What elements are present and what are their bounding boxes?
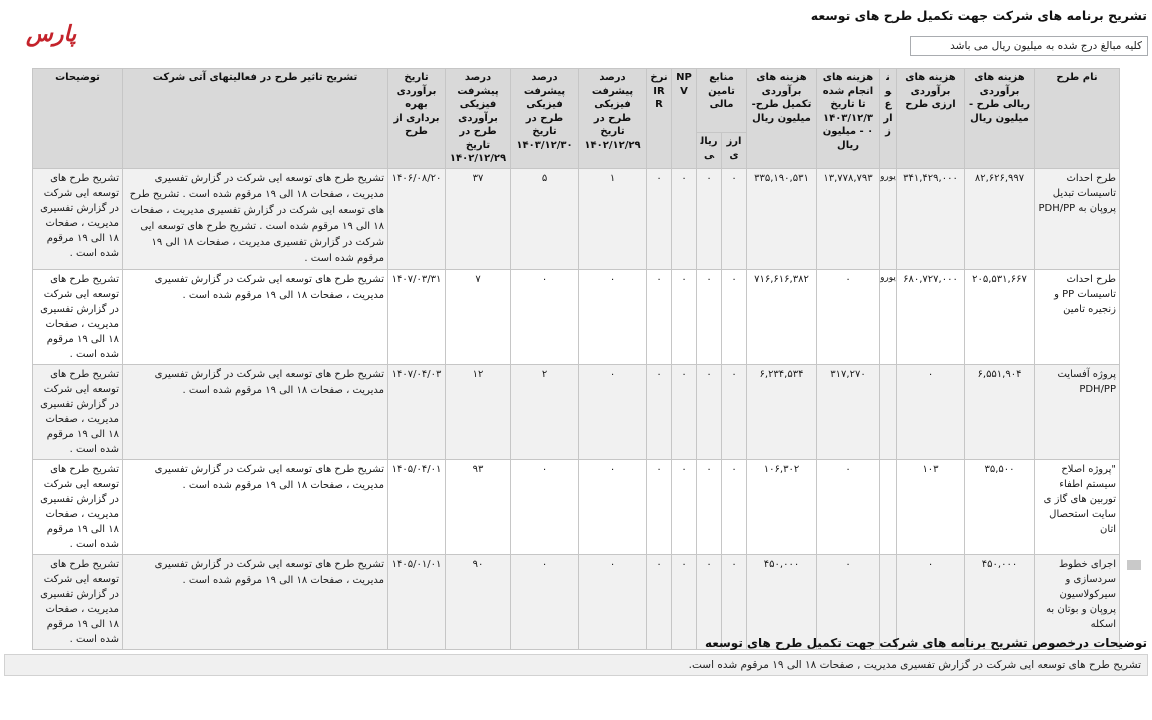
cell-financing-rial: ۰ [697, 269, 722, 364]
cell-operation-date: ۱۴۰۷/۰۳/۳۱ [388, 269, 446, 364]
cell-irr: ۰ [647, 364, 672, 459]
cell-financing-fx: ۰ [722, 364, 747, 459]
table-row [33, 168, 1120, 269]
cell-plan-name: طرح احداث تاسیسات تبدیل پروپان به PDH/PP [1035, 168, 1120, 269]
cell-financing-fx: ۰ [722, 269, 747, 364]
pars-logo: پارس [26, 22, 77, 47]
table-row [33, 459, 1120, 554]
cell-rial-cost: ۴۵۰,۰۰۰ [965, 554, 1035, 649]
cell-irr: ۰ [647, 168, 672, 269]
cell-financing-rial: ۰ [697, 459, 722, 554]
cell-progress-1402: ۰ [579, 459, 647, 554]
col-header-progress-1402: درصد پیشرفت فیزیکی طرح در تاریخ ۱۴۰۲/۱۲/۲۹ [579, 69, 647, 169]
page-title: تشریح برنامه های شرکت جهت تکمیل طرح های توسعه [810, 8, 1147, 23]
cell-progress-estimated: ۳۷ [446, 168, 511, 269]
cell-impact: تشریح طرح های توسعه ایی شرکت در گزارش تفسیری مدیریت ، صفحات ۱۸ الی ۱۹ مرقوم شده است . [123, 459, 388, 554]
cell-npv: ۰ [672, 269, 697, 364]
cell-impact: تشریح طرح های توسعه ایی شرکت در گزارش تفسیری مدیریت ، صفحات ۱۸ الی ۱۹ مرقوم شده است . [123, 554, 388, 649]
cell-rial-cost: ۲۰۵,۵۳۱,۶۶۷ [965, 269, 1035, 364]
cell-progress-1402: ۰ [579, 364, 647, 459]
col-header-progress-estimated: درصد پیشرفت فیزیکی برآوردی طرح در تاریخ ۱۴۰۲/۱۲/۲۹ [446, 69, 511, 169]
cell-fx-cost: ۰ [897, 554, 965, 649]
cell-npv: ۰ [672, 554, 697, 649]
cell-completion-cost: ۱۰۶,۳۰۲ [747, 459, 817, 554]
header-row-main [33, 69, 1120, 133]
cell-progress-estimated: ۹۰ [446, 554, 511, 649]
cell-currency [880, 364, 897, 459]
cell-progress-1403: ۰ [511, 554, 579, 649]
cell-notes: تشریح طرح های توسعه ایی شرکت در گزارش تفسیری مدیریت ، صفحات ۱۸ الی ۱۹ مرقوم شده است . [33, 364, 123, 459]
cell-completion-cost: ۶,۲۳۴,۵۳۴ [747, 364, 817, 459]
cell-rial-cost: ۸۲,۶۲۶,۹۹۷ [965, 168, 1035, 269]
col-header-progress-1403: درصد پیشرفت فیزیکی طرح در تاریخ ۱۴۰۳/۱۲/۳۰ [511, 69, 579, 169]
cell-financing-rial: ۰ [697, 364, 722, 459]
cell-financing-rial: ۰ [697, 168, 722, 269]
cell-npv: ۰ [672, 459, 697, 554]
col-header-plan-name: نام طرح [1035, 69, 1120, 169]
cell-impact: تشریح طرح های توسعه ایی شرکت در گزارش تفسیری مدیریت ، صفحات ۱۸ الی ۱۹ مرقوم شده است . تشریح طرح های توسعه ایی شرکت در گزارش تفسیری مدیریت ، صفحات ۱۸ الی ۱۹ مرقوم شده است . تشریح طرح های توسعه ایی شرکت در گزارش تفسیری مدیریت ، صفحات ۱۸ الی ۱۹ مرقوم شده است . [123, 168, 388, 269]
table-row [33, 364, 1120, 459]
col-header-impact: تشریح تاثیر طرح در فعالیتهای آتی شرکت [123, 69, 388, 169]
cell-plan-name: پروژه آفسایت PDH/PP [1035, 364, 1120, 459]
cell-fx-cost: ۳۴۱,۴۲۹,۰۰۰ [897, 168, 965, 269]
cell-operation-date: ۱۴۰۵/۰۴/۰۱ [388, 459, 446, 554]
cell-npv: ۰ [672, 364, 697, 459]
col-header-irr: نرخ IRR [647, 69, 672, 169]
cell-fx-cost: ۶۸۰,۷۲۷,۰۰۰ [897, 269, 965, 364]
cell-npv: ۰ [672, 168, 697, 269]
cell-progress-1403: ۰ [511, 459, 579, 554]
cell-spent: ۰ [817, 554, 880, 649]
cell-spent: ۰ [817, 459, 880, 554]
col-header-financing-rial: ریالی [697, 133, 722, 168]
cell-notes: تشریح طرح های توسعه ایی شرکت در گزارش تفسیری مدیریت ، صفحات ۱۸ الی ۱۹ مرقوم شده است . [33, 269, 123, 364]
cell-operation-date: ۱۴۰۷/۰۴/۰۳ [388, 364, 446, 459]
cell-progress-1403: ۰ [511, 269, 579, 364]
cell-notes: تشریح طرح های توسعه ایی شرکت در گزارش تفسیری مدیریت ، صفحات ۱۸ الی ۱۹ مرقوم شده است . [33, 459, 123, 554]
cell-currency: یورو [880, 269, 897, 364]
cell-progress-estimated: ۷ [446, 269, 511, 364]
cell-spent: ۰ [817, 269, 880, 364]
cell-currency [880, 459, 897, 554]
cell-progress-1402: ۰ [579, 554, 647, 649]
cell-plan-name: اجرای خطوط سردسازی و سیرکولاسیون پروپان و بوتان به اسکله [1035, 554, 1120, 649]
cell-impact: تشریح طرح های توسعه ایی شرکت در گزارش تفسیری مدیریت ، صفحات ۱۸ الی ۱۹ مرقوم شده است . [123, 269, 388, 364]
scrollbar-thumb[interactable] [1127, 560, 1141, 570]
footer-note-bar: تشریح طرح های توسعه ایی شرکت در گزارش تفسیری مدیریت , صفحات ۱۸ الی ۱۹ مرقوم شده است. [4, 654, 1148, 676]
cell-progress-estimated: ۱۲ [446, 364, 511, 459]
col-header-fx-cost: هزینه های برآوردی ارزی طرح [897, 69, 965, 169]
cell-operation-date: ۱۴۰۶/۰۸/۲۰ [388, 168, 446, 269]
cell-fx-cost: ۰ [897, 364, 965, 459]
col-header-rial-cost: هزینه های برآوردی ریالی طرح - میلیون ریال [965, 69, 1035, 169]
cell-spent: ۱۳,۷۷۸,۷۹۳ [817, 168, 880, 269]
col-header-notes: توضیحات [33, 69, 123, 169]
cell-operation-date: ۱۴۰۵/۰۱/۰۱ [388, 554, 446, 649]
cell-rial-cost: ۶,۵۵۱,۹۰۴ [965, 364, 1035, 459]
cell-currency: یورو [880, 168, 897, 269]
cell-irr: ۰ [647, 554, 672, 649]
table-row [33, 554, 1120, 649]
cell-financing-fx: ۰ [722, 168, 747, 269]
cell-financing-rial: ۰ [697, 554, 722, 649]
cell-currency [880, 554, 897, 649]
cell-spent: ۳۱۷,۲۷۰ [817, 364, 880, 459]
cell-completion-cost: ۴۵۰,۰۰۰ [747, 554, 817, 649]
col-header-completion-cost: هزینه های برآوردی تکمیل طرح- میلیون ریال [747, 69, 817, 169]
cell-completion-cost: ۷۱۶,۶۱۶,۳۸۲ [747, 269, 817, 364]
cell-rial-cost: ۳۵,۵۰۰ [965, 459, 1035, 554]
cell-irr: ۰ [647, 459, 672, 554]
development-plans-table-wrap [32, 68, 1120, 650]
col-header-spent: هزینه های انجام شده تا تاریخ ۱۴۰۳/۱۲/۳۰ - میلیون ریال [817, 69, 880, 169]
cell-financing-fx: ۰ [722, 554, 747, 649]
col-header-currency-type: نوع ارز [880, 69, 897, 169]
col-header-financing-group: منابع تامین مالی [697, 69, 747, 133]
currency-note-input[interactable] [910, 36, 1148, 56]
cell-notes: تشریح طرح های توسعه ایی شرکت در گزارش تفسیری مدیریت ، صفحات ۱۸ الی ۱۹ مرقوم شده است . [33, 168, 123, 269]
footer-heading: توضیحات درخصوص تشریح برنامه های شرکت جهت تکمیل طرح های توسعه [704, 636, 1147, 650]
cell-plan-name: طرح احداث تاسیسات PP و زنجیره تامین [1035, 269, 1120, 364]
cell-progress-1402: ۱ [579, 168, 647, 269]
col-header-npv: NPV [672, 69, 697, 169]
cell-progress-1402: ۰ [579, 269, 647, 364]
cell-progress-estimated: ۹۳ [446, 459, 511, 554]
development-plans-table [32, 68, 1120, 650]
cell-progress-1403: ۲ [511, 364, 579, 459]
cell-irr: ۰ [647, 269, 672, 364]
cell-plan-name: "پروژه اصلاح سیستم اطفاء توربین های گاز ی سایت استحصال اتان [1035, 459, 1120, 554]
cell-impact: تشریح طرح های توسعه ایی شرکت در گزارش تفسیری مدیریت ، صفحات ۱۸ الی ۱۹ مرقوم شده است . [123, 364, 388, 459]
cell-completion-cost: ۳۳۵,۱۹۰,۵۳۱ [747, 168, 817, 269]
cell-fx-cost: ۱۰۳ [897, 459, 965, 554]
col-header-operation-date: تاریخ برآوردی بهره برداری از طرح [388, 69, 446, 169]
cell-progress-1403: ۵ [511, 168, 579, 269]
cell-financing-fx: ۰ [722, 459, 747, 554]
cell-notes: تشریح طرح های توسعه ایی شرکت در گزارش تفسیری مدیریت ، صفحات ۱۸ الی ۱۹ مرقوم شده است . [33, 554, 123, 649]
table-row [33, 269, 1120, 364]
col-header-financing-fx: ارزی [722, 133, 747, 168]
